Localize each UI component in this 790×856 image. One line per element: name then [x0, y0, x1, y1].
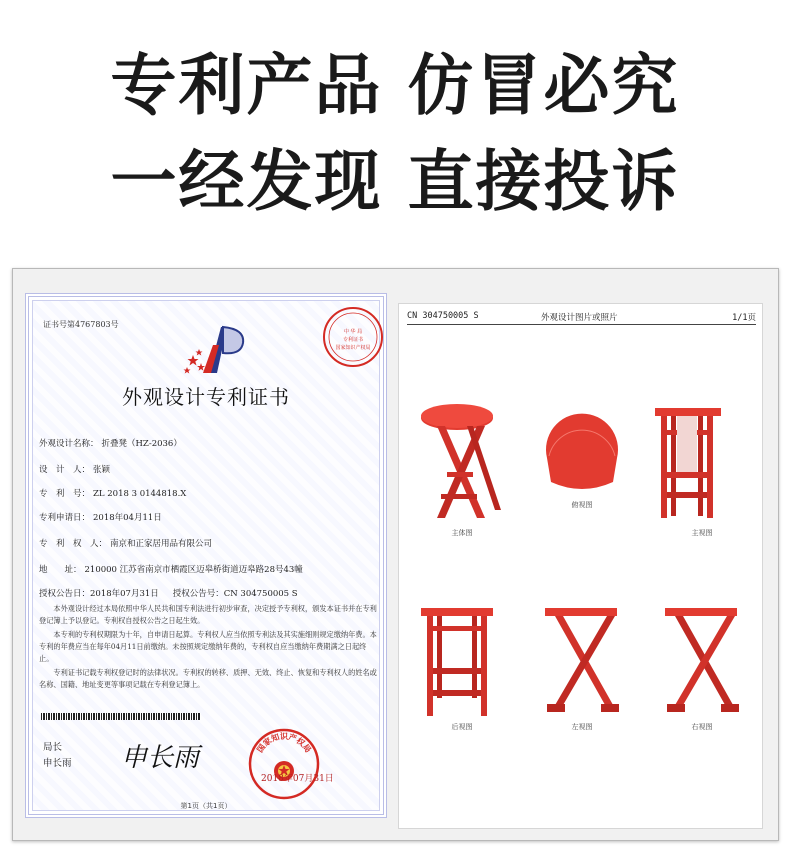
view-caption: 主视图	[691, 529, 713, 537]
view-perspective	[407, 400, 517, 540]
view-caption: 俯视图	[571, 501, 593, 509]
field-designer: 设 计 人： 张颖	[39, 465, 111, 475]
field-design-name: 外观设计名称： 折叠凳（HZ-2036）	[39, 439, 182, 449]
view-top	[527, 400, 637, 540]
field-patentee: 专 利 权 人： 南京和正家居用品有限公司	[39, 539, 213, 549]
seal-date: 2018年07月31日	[261, 774, 334, 784]
svg-text:国家知识产权局: 国家知识产权局	[255, 732, 313, 755]
field-patent-number: 专 利 号： ZL 2018 3 0144818.X	[39, 489, 187, 499]
view-front	[647, 400, 757, 540]
certificate-paragraph: 专利证书记载专利权登记时的法律状况。专利权的转移、质押、无效、终止、恢复和专利权人的姓名或名称、国籍、地址变更等事项记载在专利登记簿上。	[39, 668, 377, 689]
certificate-title: 外观设计专利证书	[122, 385, 290, 409]
top-seal-icon	[321, 305, 385, 369]
view-caption: 右视图	[691, 723, 713, 731]
signature-label-name: 申长雨	[43, 758, 72, 769]
stool-front-view-icon	[647, 400, 757, 530]
header-divider	[407, 324, 756, 325]
view-caption: 后视图	[451, 723, 473, 731]
field-application-date: 专利申请日： 2018年04月11日	[39, 513, 162, 523]
handwritten-signature: 申长雨	[121, 743, 200, 773]
headline-line-2: 一经发现 直接投诉	[110, 143, 680, 220]
design-drawing-sheet	[398, 303, 763, 829]
svg-text:中 华 局: 中 华 局	[343, 329, 363, 335]
stool-rear-view-icon	[407, 600, 517, 730]
patent-certificate	[25, 293, 387, 818]
view-right	[647, 600, 757, 740]
svg-text:专利证书: 专利证书	[342, 337, 364, 343]
stool-perspective-icon	[407, 400, 517, 530]
headline-line-1: 专利产品 仿冒必究	[110, 47, 680, 124]
certificate-number: 证书号第4767803号	[43, 320, 119, 329]
barcode	[41, 713, 201, 720]
certificate-page-number: 第1页（共1页）	[180, 802, 232, 810]
view-left	[527, 600, 637, 740]
view-caption: 左视图	[571, 723, 593, 731]
stool-top-view-icon	[527, 400, 637, 530]
field-announcement: 授权公告日：2018年07月31日 授权公告号：CN 304750005 S	[39, 589, 298, 599]
field-address: 地 址： 210000 江苏省南京市栖霞区迈皋桥街道迈皋路28号43幢	[39, 565, 303, 575]
stool-right-view-icon	[647, 600, 757, 730]
sheet-page: 1/1页	[732, 313, 756, 323]
view-caption: 主体图	[451, 529, 473, 537]
sheet-doc-number: CN 304750005 S	[407, 311, 479, 321]
patent-office-logo-icon	[179, 321, 259, 377]
certificate-paragraph: 本专利的专利权期限为十年，自申请日起算。专利权人应当依照专利法及其实施细则规定缴纳年费。本专利的年费应当在每年04月11日前缴纳。未按照规定缴纳年费的，专利权自应当缴纳年费期满之日起终止。	[39, 630, 377, 663]
svg-text:国家知识产权局: 国家知识产权局	[335, 345, 371, 351]
bottom-seal-icon	[247, 727, 321, 801]
signature-label-title: 局长	[43, 742, 63, 753]
certificate-paragraph: 本外观设计经过本局依照中华人民共和国专利法进行初步审查，决定授予专利权，颁发本证书并在专利登记簿上予以登记。专利权自授权公告之日起生效。	[39, 604, 377, 625]
view-rear	[407, 600, 517, 740]
stool-left-view-icon	[527, 600, 637, 730]
sheet-title: 外观设计图片或照片	[541, 313, 618, 323]
